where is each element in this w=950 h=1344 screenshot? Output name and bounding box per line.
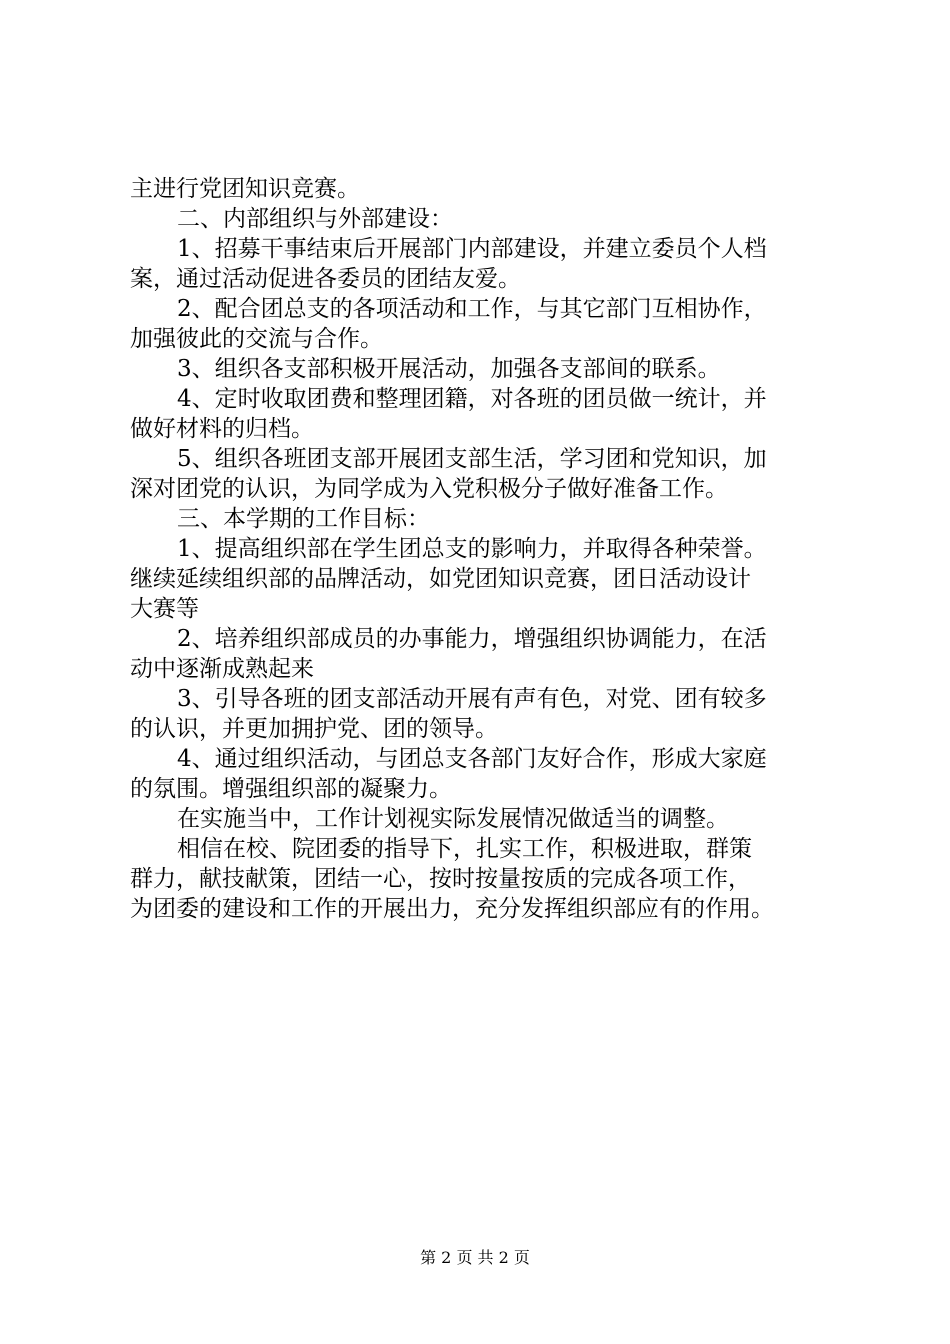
- text-line: 2、配合团总支的各项活动和工作，与其它部门互相协作，: [177, 296, 767, 322]
- text-line: 继续延续组织部的品牌活动，如党团知识竞赛，团日活动设计: [130, 566, 751, 592]
- page-number-label: 第 2 页 共 2 页: [420, 1248, 530, 1267]
- text-line: 1、提高组织部在学生团总支的影响力，并取得各种荣誉。: [177, 536, 767, 562]
- text-line: 三、本学期的工作目标：: [177, 506, 430, 532]
- text-line: 深对团党的认识，为同学成为入党积极分子做好准备工作。: [130, 476, 728, 502]
- text-line: 案，通过活动促进各委员的团结友爱。: [130, 266, 521, 292]
- text-line: 做好材料的归档。: [130, 416, 314, 442]
- text-line: 2、培养组织部成员的办事能力，增强组织协调能力，在活: [177, 626, 767, 652]
- document-body: [130, 174, 850, 924]
- text-line: 4、定时收取团费和整理团籍，对各班的团员做一统计，并: [177, 386, 767, 412]
- text-line: 大赛等: [130, 596, 199, 622]
- text-line: 在实施当中，工作计划视实际发展情况做适当的调整。: [177, 806, 729, 832]
- text-line: 3、组织各支部积极开展活动，加强各支部间的联系。: [177, 356, 721, 382]
- page-footer: [0, 1248, 950, 1268]
- text-line: 相信在校、院团委的指导下，扎实工作，积极进取，群策: [177, 836, 752, 862]
- text-line: 3、引导各班的团支部活动开展有声有色，对党、团有较多: [177, 686, 767, 712]
- text-line: 4、通过组织活动，与团总支各部门友好合作，形成大家庭: [177, 746, 767, 772]
- text-line: 5、组织各班团支部开展团支部生活，学习团和党知识，加: [177, 446, 767, 472]
- text-line: 加强彼此的交流与合作。: [130, 326, 383, 352]
- text-line: 群力，献技献策，团结一心，按时按量按质的完成各项工作，: [130, 866, 751, 892]
- text-line: 的认识，并更加拥护党、团的领导。: [130, 716, 498, 742]
- text-line: 为团委的建设和工作的开展出力，充分发挥组织部应有的作用。: [130, 896, 774, 922]
- text-line: 主进行党团知识竞赛。: [130, 176, 360, 202]
- text-line: 二、内部组织与外部建设：: [177, 206, 453, 232]
- text-line: 1、招募干事结束后开展部门内部建设，并建立委员个人档: [177, 236, 767, 262]
- text-line: 的氛围。增强组织部的凝聚力。: [130, 776, 452, 802]
- text-line: 动中逐渐成熟起来: [130, 656, 314, 682]
